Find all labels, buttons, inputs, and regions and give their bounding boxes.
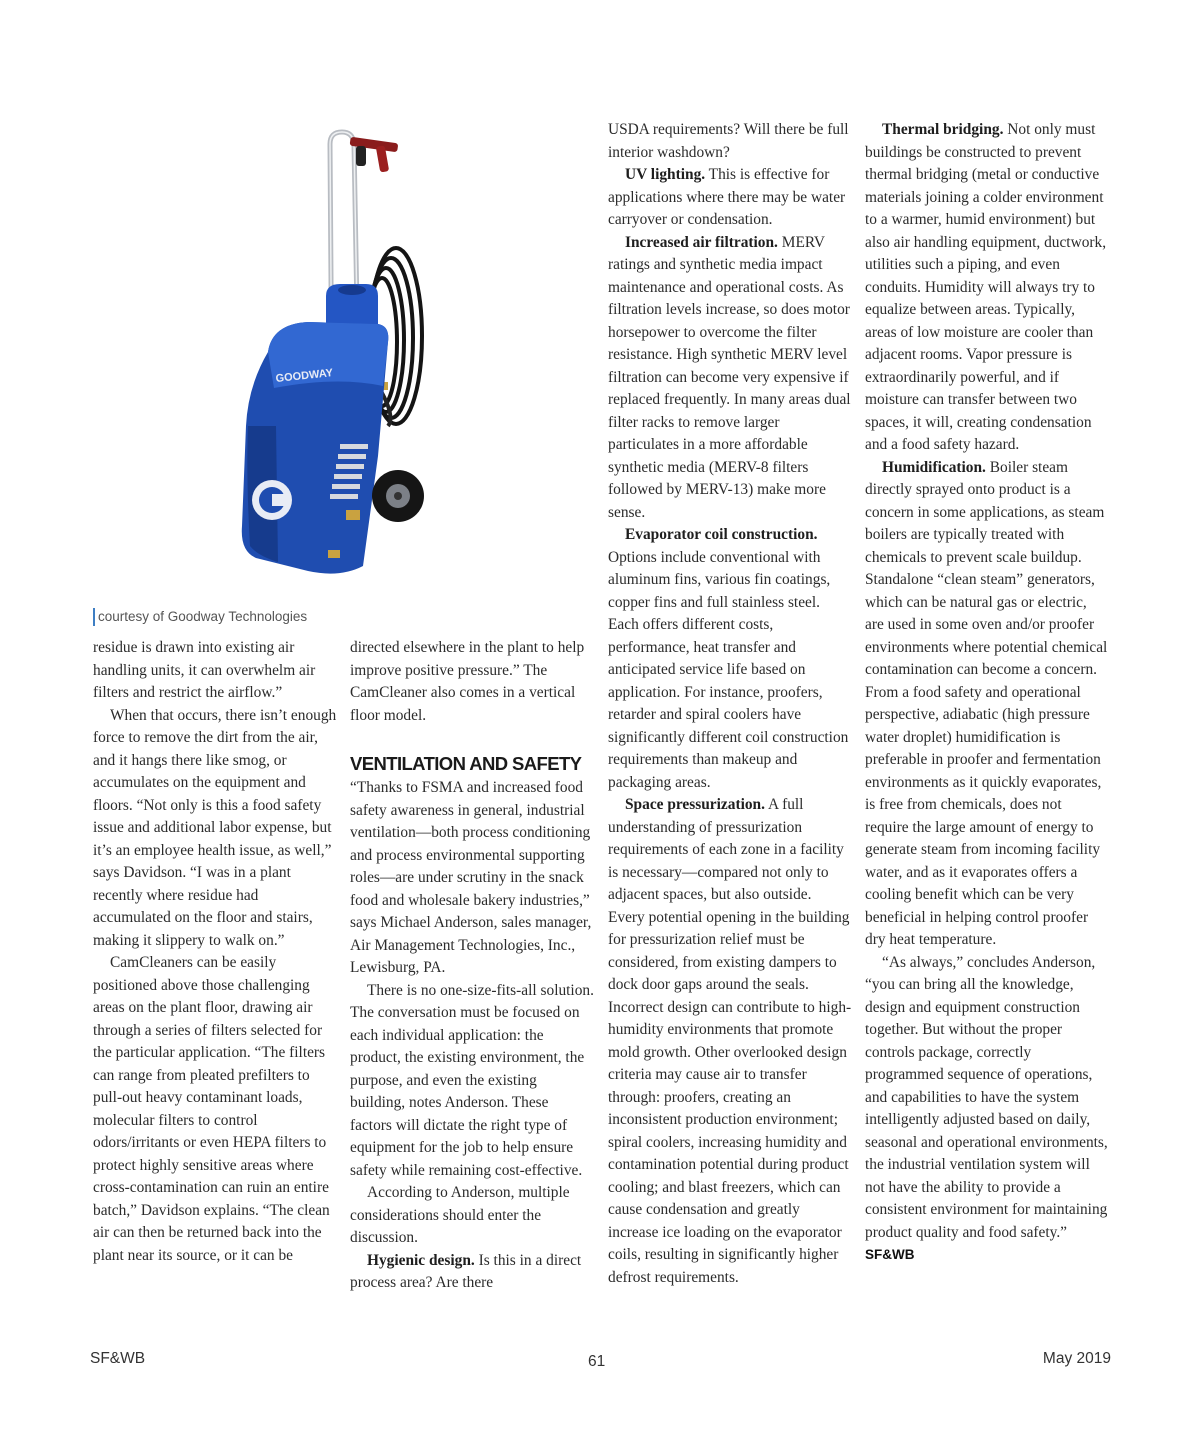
paragraph-text: Boiler steam directly sprayed onto product is a concern in some applications, as steam boilers are typically treated with chemicals to prevent scale buildup. Standalone “clean steam” generators, which can be natural gas or electric, are used in some oven and/or proofer environments where potential chemical contamination can become a concern. From a food safety and operational perspective, adiabatic (high pressure water droplet) humidification is preferable in proofer and fermentation environments as it quickly evaporates, is free from chemicals, does not require the large amount of energy to generate steam from incoming facility water, and as it evaporates offers a cooling benefit which can be very beneficial in helping control proofer dry heat temperature. bbox=[865, 458, 1108, 948]
paragraph bbox=[608, 794, 852, 1289]
run-in-heading: Increased air filtration. bbox=[625, 233, 778, 251]
paragraph bbox=[350, 1250, 594, 1295]
article-column-3 bbox=[608, 119, 852, 1289]
brand-logo-text: GOODWAY bbox=[275, 367, 334, 385]
paragraph bbox=[865, 119, 1109, 457]
paragraph bbox=[865, 952, 1109, 1267]
run-in-heading: Space pressurization. bbox=[625, 796, 765, 813]
paragraph: According to Anderson, multiple considerations should enter the discussion. bbox=[350, 1184, 570, 1246]
run-in-heading: Humidification. bbox=[882, 458, 986, 476]
footer-page-number: 61 bbox=[588, 1353, 606, 1370]
paragraph-text: MERV ratings and synthetic media impact maintenance and operational costs. As filtration levels increase, so does motor horsepower to overcome the filter resistance. High synthetic MERV level filtration can become very expensive if replaced frequently. In many areas dual filter racks to remove larger particulates in a more affordable synthetic media (MERV-8 filters followed by MERV-13) make more sense. bbox=[608, 233, 851, 521]
paragraph bbox=[608, 164, 852, 232]
paragraph-text: Not only must buildings be constructed to prevent thermal bridging (metal or conductive materials joining a colder environment to a warmer, humid environment) but also air handling equipment, ductwork, utilities such a piping, and even conduits. Humidity will always try to equalize between areas. Typically, areas of low moisture are cooler than adjacent rooms. Vapor pressure is extraordinarily powerful, and if moisture can transfer between two spaces, it will, creating condensation and a food safety hazard. bbox=[865, 121, 1107, 453]
paragraph-text: Options include conventional with aluminum fins, various fin coatings, copper fins and full stainless steel. Each offers different costs, performance, heat transfer and anticipated service life based on application. For instance, proofers, retarder and spiral coolers have significantly different coil construction requirements than makeup and packaging areas. bbox=[608, 548, 849, 791]
paragraph-text: A full understanding of pressurization requirements of each zone in a facility is necessary—compared not only to adjacent spaces, but also outside. Every potential opening in the building for pressurization relief must be considered, from existing dampers to dock door gaps around the seals. Incorrect design can contribute to high-humidity environments that promote mold growth. Other overlooked design criteria may cause air to transfer through: proofers, creating an inconsistent production environment; spiral coolers, increasing humidity and contamination potential during product cooling; and blast freezers, which can cause condensation and greatly increase ice loading on the evaporator coils, resulting in significantly higher defrost requirements. bbox=[608, 796, 852, 1286]
article-column-1 bbox=[93, 637, 337, 1267]
paragraph-text: Is this in a direct process area? Are there bbox=[350, 1251, 582, 1291]
run-in-heading: Evaporator coil construction. bbox=[625, 526, 818, 543]
photo-caption: courtesy of Goodway Technologies bbox=[93, 608, 307, 626]
run-in-heading: UV lighting. bbox=[625, 166, 706, 183]
paragraph: residue is drawn into existing air handling units, it can overwhelm air filters and restrict the airflow.” bbox=[93, 639, 316, 701]
article-signoff: SF&WB bbox=[865, 1247, 915, 1262]
paragraph: directed elsewhere in the plant to help improve positive pressure.” The CamCleaner also comes in a vertical floor model. bbox=[350, 639, 585, 724]
article-column-4 bbox=[865, 119, 1109, 1267]
footer-date: May 2019 bbox=[1042, 1350, 1111, 1367]
run-in-heading: Hygienic design. bbox=[367, 1251, 475, 1269]
run-in-heading: Thermal bridging. bbox=[882, 121, 1004, 138]
paragraph-text: “As always,” concludes Anderson, “you can bring all the knowledge, design and equipment construction together. But without the proper controls package, correctly programmed sequence of operations, and capabilities to have the system intelligently adjusted based on daily, seasonal and operational environments, the industrial ventilation system will not have the ability to provide a consistent environment for maintaining product quality and food safety.” bbox=[865, 953, 1108, 1241]
article-column-2 bbox=[350, 637, 594, 1295]
section-heading: VENTILATION AND SAFETY bbox=[350, 753, 582, 774]
paragraph-text: This is effective for applications where there may be water carryover or condensation. bbox=[608, 166, 846, 228]
product-photo-pressure-washer bbox=[228, 126, 428, 586]
paragraph bbox=[608, 524, 852, 794]
paragraph: USDA requirements? Will there be full interior washdown? bbox=[608, 121, 849, 161]
paragraph: “Thanks to FSMA and increased food safety awareness in general, industrial ventilation—both process conditioning and process environmental supporting roles—are under scrutiny in the snack food and wholesale bakery industries,” says Michael Anderson, sales manager, Air Management Technologies, Inc., Lewisburg, PA. bbox=[350, 779, 592, 976]
paragraph bbox=[608, 232, 852, 525]
paragraph: There is no one-size-fits-all solution. The conversation must be focused on each individual application: the product, the existing environment, the purpose, and even the existing building, notes Anderson. These factors will dictate the right type of equipment for the job to help ensure safety while remaining cost-effective. bbox=[350, 981, 594, 1179]
paragraph: CamCleaners can be easily positioned above those challenging areas on the plant floor, drawing air through a series of filters selected for the particular application. “The filters can range from pleated prefilters to pull-out heavy contaminant loads, molecular filters to control odors/irritants or even HEPA filters to protect highly sensitive areas where cross-contamination can ruin an entire batch,” Davidson explains. “The clean air can then be returned back into the plant near its source, or it can be bbox=[93, 954, 330, 1264]
paragraph: When that occurs, there isn’t enough force to remove the dirt from the air, and it hangs there like smog, or accumulates on the equipment and floors. “Not only is this a food safety issue and additional labor expense, but it’s an employee health issue, as well,” says Davidson. “I was in a plant recently where residue had accumulated on the floor and stairs, making it slippery to walk on.” bbox=[93, 706, 337, 949]
paragraph bbox=[865, 457, 1109, 952]
footer-publication: SF&WB bbox=[90, 1350, 146, 1367]
